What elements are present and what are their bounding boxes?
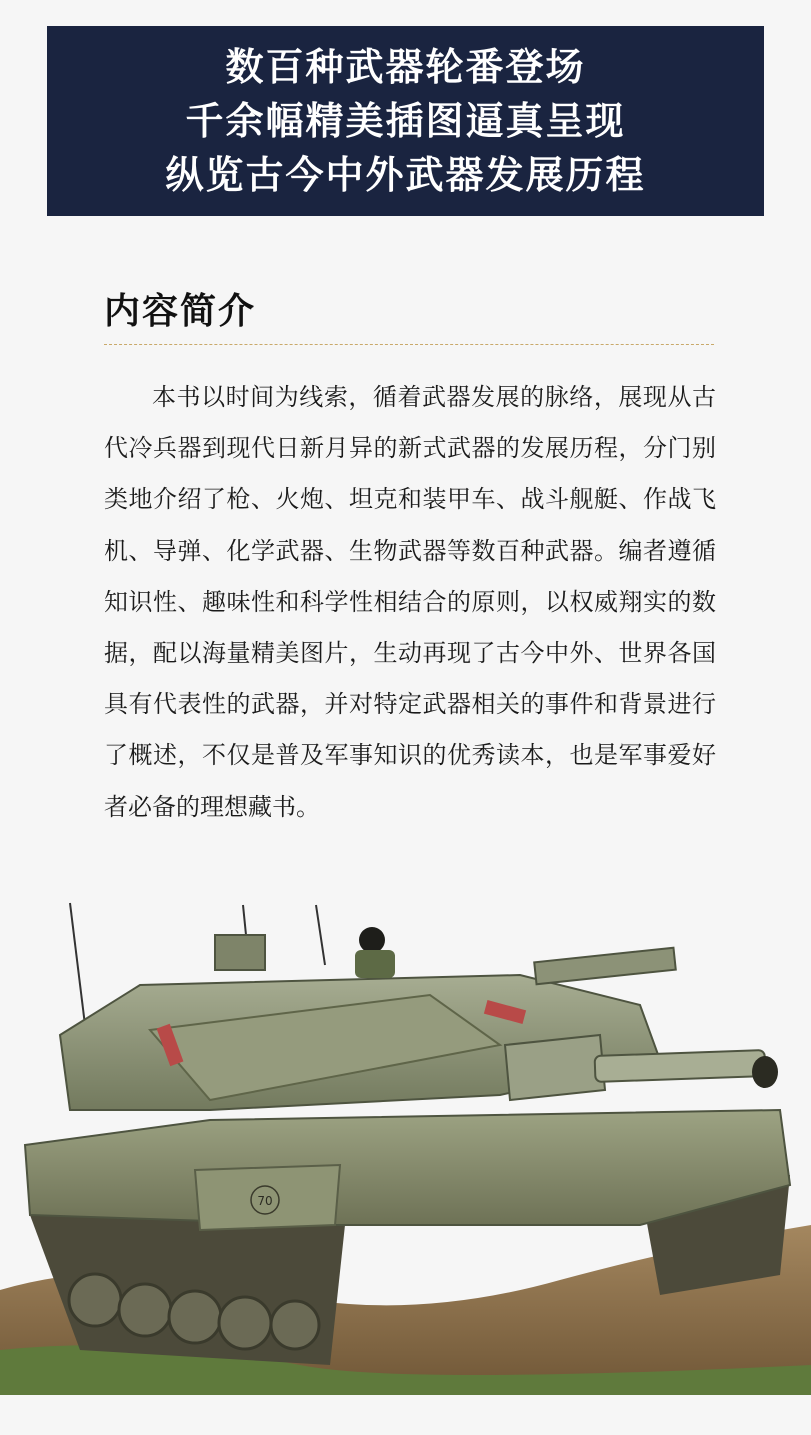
tank-commander-body — [355, 950, 395, 978]
smoke-launcher — [534, 948, 676, 985]
header-banner — [47, 26, 764, 216]
main-gun-barrel — [595, 1050, 766, 1082]
bottom-margin — [0, 1395, 811, 1435]
antenna-right — [316, 905, 325, 965]
banner-line-1: 数百种武器轮番登场 — [225, 44, 586, 89]
turret-number: 70 — [257, 1194, 273, 1208]
banner-line-3: 纵览古今中外武器发展历程 — [165, 152, 646, 197]
tank-photo — [0, 895, 811, 1395]
section-title: 内容简介 — [104, 291, 257, 332]
banner-line-2: 千余幅精美插图逼真呈现 — [185, 98, 626, 143]
gun-mantlet — [505, 1035, 605, 1100]
commander-sight — [215, 935, 265, 970]
tank-hull — [25, 1110, 790, 1225]
section-divider — [104, 344, 714, 345]
antenna-left — [70, 903, 85, 1025]
tank-commander-head — [359, 927, 385, 953]
intro-paragraph: 本书以时间为线索，循着武器发展的脉络，展现从古代冷兵器到现代日新月异的新式武器的发展历程，分门别类地介绍了枪、火炮、坦克和装甲车、战斗舰艇、作战飞机、导弹、化学武器、生物武器等数百种武器。编者遵循知识性、趣味性和科学性相结合的原则，以权威翔实的数据，配以海量精美图片，生动再现了古今中外、世界各国具有代表性的武器，并对特定武器相关的事件和背景进行了概述，不仅是普及军事知识的优秀读本，也是军事爱好者必备的理想藏书。 — [104, 383, 716, 821]
gun-muzzle — [752, 1056, 778, 1088]
